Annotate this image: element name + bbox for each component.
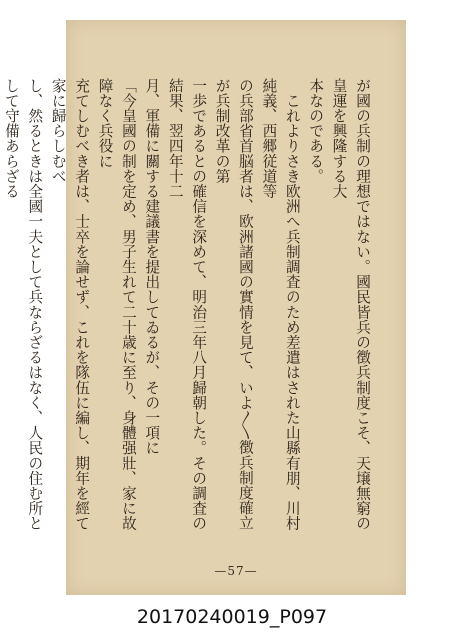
text-line: 一歩であるとの確信を深めて、明治三年八月歸朝した。その調査の結果、翌四年十二 [166, 78, 208, 531]
text-line: し、然るときは全國一夫として兵ならざるはなく、人民の住む所として守備あらざる [2, 78, 44, 531]
text-line: の兵部省首脳者は、欧洲諸國の實情を見て、いよ〳〵徴兵制度確立が兵制改革の第 [213, 78, 254, 531]
text-line: 充てしむべき者は、士卒を論せず、これを隊伍に編し、期年を經て家に歸らしむべ [49, 78, 91, 531]
text-line: これよりさき欧洲へ兵制調査のため差遣はされた山縣有朋、川村純義、西郷従道等 [260, 78, 301, 531]
text-line: 「今皇國の制を定め、男子生れて二十歳に至り、身體强壯、家に故障なく兵役に [96, 78, 137, 531]
text-line: 本なのである。 [307, 78, 325, 184]
vertical-text-block [2, 78, 374, 538]
book-page [2, 20, 406, 595]
page-number: —57— [214, 564, 258, 578]
text-line: が國の兵制の理想ではない。國民皆兵の徴兵制度こそ、天壌無窮の皇運を興隆する大 [330, 78, 371, 531]
image-caption: 20170240019_P097 [136, 606, 328, 628]
text-line: 月、軍備に關する建議書を提出してゐるが、その一項に [143, 78, 161, 456]
